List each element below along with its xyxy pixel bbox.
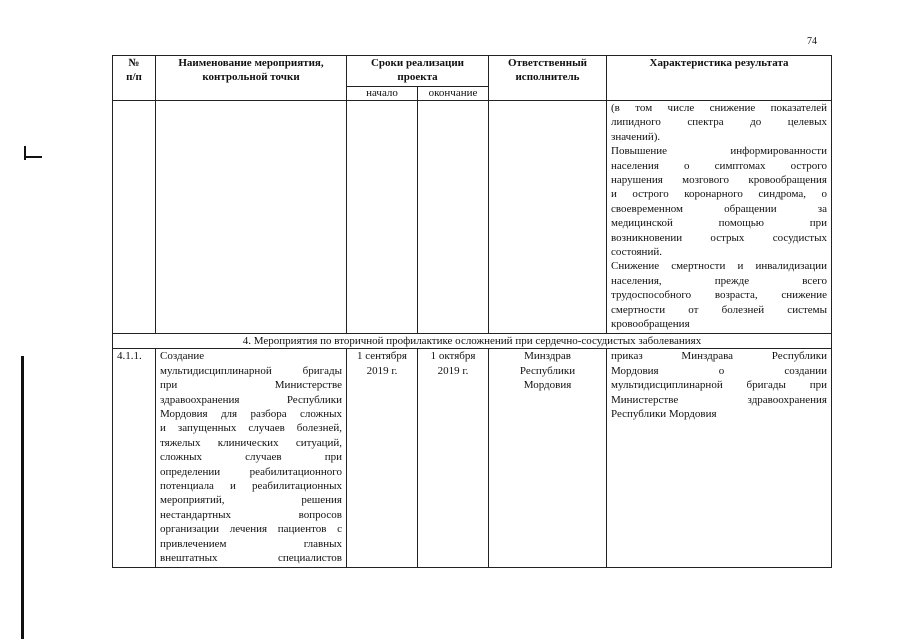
cell-activity-name [156, 349, 347, 568]
result-line: значений). [611, 130, 661, 143]
header-end: окончание [418, 87, 489, 101]
result-line: Министерстве здравоохранения [611, 393, 827, 406]
cell-start-date: 1 сентября 2019 г. [347, 349, 418, 568]
section-title: 4. Мероприятия по вторичной профилактике осложнений при сердечно-сосудистых заболеваниях [113, 334, 832, 349]
result-line: липидного спектра до целевых [611, 116, 827, 129]
cell-end-date: 1 октября 2019 г. [418, 349, 489, 568]
name-line: тяжелых клинических ситуаций, [160, 436, 342, 449]
table-row [113, 349, 832, 568]
result-line: (в том числе снижение показателей [611, 102, 827, 114]
scan-edge-line [21, 356, 24, 639]
result-line: населения, прежде всего [611, 274, 827, 287]
name-line: потенциала и реабилитационных [160, 480, 342, 493]
result-line: нарушения мозгового кровообращения [611, 174, 827, 187]
name-line: нестандартных вопросов [160, 508, 342, 521]
result-line: Снижение смертности и инвалидизации [611, 260, 827, 273]
cell-result [607, 349, 832, 568]
result-line: возникновении острых сосудистых [611, 231, 827, 244]
name-line: организации лечения пациентов с [160, 523, 342, 536]
result-line: кровообращения [611, 318, 690, 331]
header-result: Характеристика результата [607, 56, 832, 101]
cell-number-empty [113, 101, 156, 334]
cell-end-empty [418, 101, 489, 334]
header-executor: Ответственный исполнитель [489, 56, 607, 101]
name-line: мультидисциплинарной бригады [160, 364, 342, 377]
name-line: и запущенных случаев болезней, [160, 422, 342, 435]
name-line: привлечением главных [160, 537, 342, 550]
header-number: № п/п [113, 56, 156, 101]
name-line: Создание [160, 350, 205, 363]
result-line: Республики Мордовия [611, 408, 717, 421]
result-line: мультидисциплинарной бригады при [611, 379, 827, 392]
scan-edge-mark-tick [24, 156, 42, 158]
cell-result-continued [607, 101, 832, 334]
header-start: начало [347, 87, 418, 101]
result-line: состояний. [611, 246, 662, 259]
plan-table [112, 55, 832, 568]
result-line: и острого коронарного синдрома, о [611, 188, 827, 201]
name-line: сложных случаев при [160, 451, 342, 464]
name-line: Мордовия для разбора сложных [160, 408, 342, 421]
cell-executor: Минздрав Республики Мордовия [489, 349, 607, 568]
result-line: смертности от болезней системы [611, 303, 827, 316]
cell-number: 4.1.1. [113, 349, 156, 568]
table-row-continued [113, 101, 832, 334]
result-line: приказ Минздрава Республики [611, 350, 827, 363]
header-activity-name: Наименование мероприятия, контрольной точки [156, 56, 347, 101]
section-row [113, 334, 832, 349]
plan-table-wrapper [112, 55, 831, 568]
result-line: Мордовия о создании [611, 364, 827, 377]
name-line: при Министерстве [160, 379, 342, 392]
page-number: 74 [807, 36, 817, 47]
cell-executor-empty [489, 101, 607, 334]
result-line: Повышение информированности [611, 145, 827, 158]
result-line: медицинской помощью при [611, 217, 827, 230]
result-line: трудоспособного возраста, снижение [611, 289, 827, 302]
cell-start-empty [347, 101, 418, 334]
cell-name-empty [156, 101, 347, 334]
name-line: мероприятий, решения [160, 494, 342, 507]
header-terms: Сроки реализации проекта [347, 56, 489, 87]
name-line: внештатных специалистов [160, 552, 342, 565]
name-line: определении реабилитационного [160, 465, 342, 478]
result-line: своевременном обращении за [611, 202, 827, 215]
name-line: здравоохранения Республики [160, 393, 342, 406]
result-line: населения о симптомах острого [611, 159, 827, 172]
